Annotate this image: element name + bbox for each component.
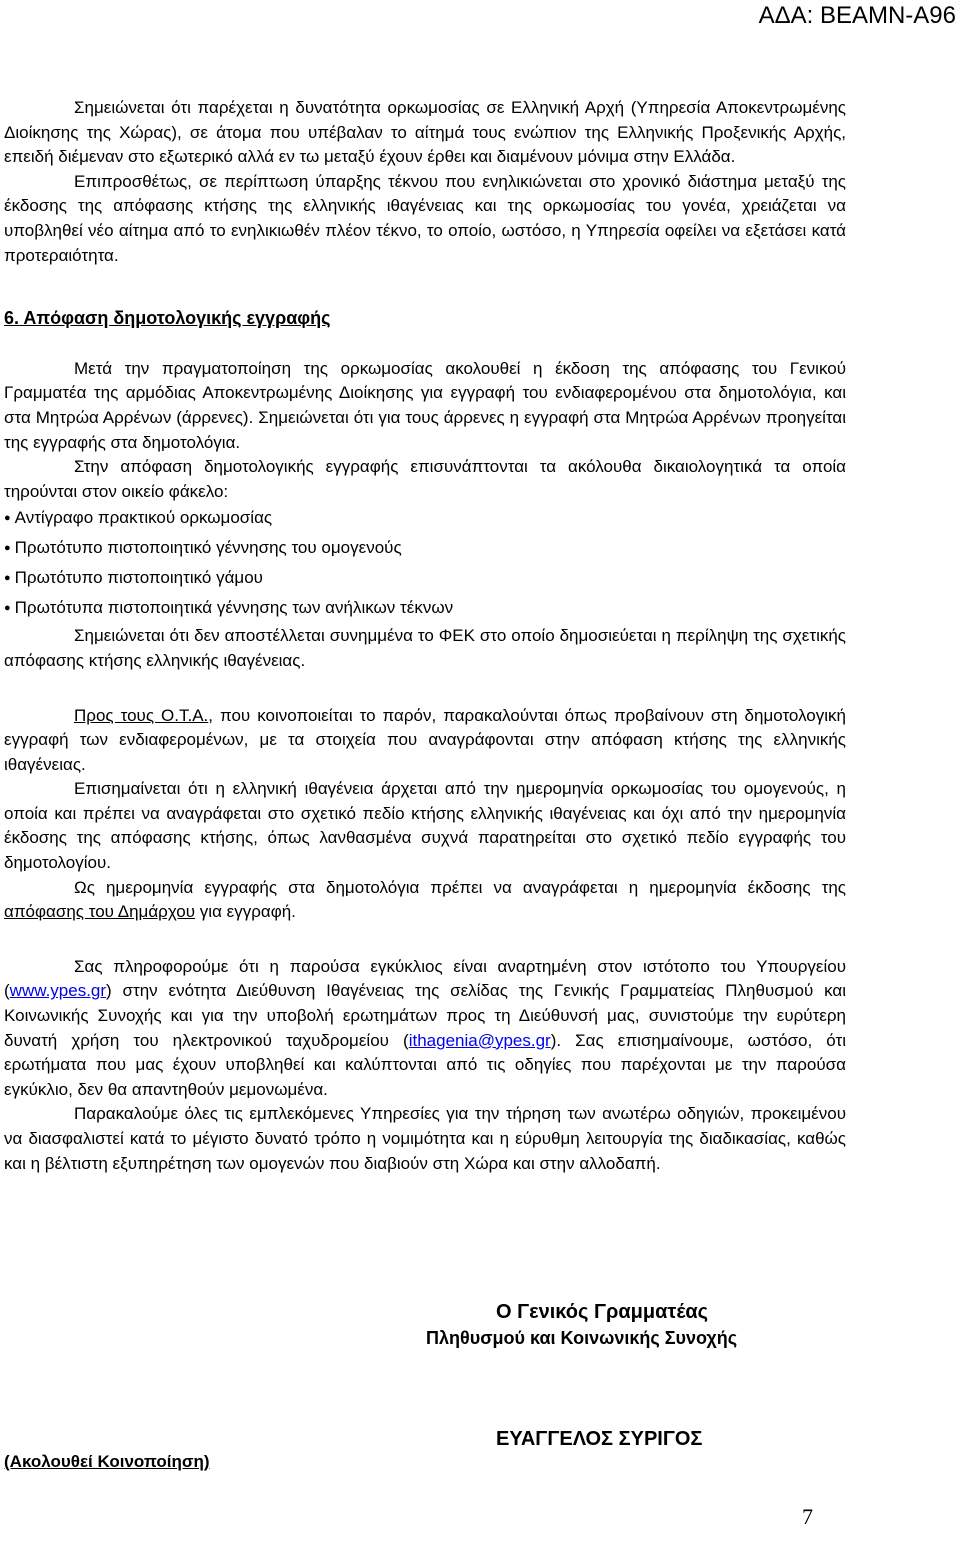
paragraph-registration-date: [4, 876, 846, 925]
list-item: ● Πρωτότυπα πιστοποιητικά γέννησης των ανήλικων τέκνων: [4, 594, 846, 624]
paragraph-adult-child: Επιπροσθέτως, σε περίπτωση ύπαρξης τέκνου που ενηλικιώνεται στο χρονικό διάστημα μεταξύ της έκδοσης της απόφασης κτήσης της ελληνικής ιθαγένειας και της ορκωμοσίας του γονέα, χρειάζεται να υποβληθεί νέο αίτημα από το ενηλικιωθέν πλέον τέκνο, το οποίο, ωστόσο, η Υπηρεσία οφείλει να εξετάσει κατά προτεραιότητα.: [4, 171, 846, 265]
paragraph-fek-note: Σημειώνεται ότι δεν αποστέλλεται συνημμένα το ΦΕΚ στο οποίο δημοσιεύεται η περίληψη της σχετικής απόφασης κτήσης ελληνικής ιθαγένειας.: [4, 626, 846, 670]
registration-date-end: για εγγραφή.: [195, 902, 296, 922]
paragraph-closing: Παρακαλούμε όλες τις εμπλεκόμενες Υπηρεσίες για την τήρηση των ανωτέρω οδηγιών, προκειμένου να διασφαλιστεί κατά το μέγιστο δυνατό τρόπο η νομιμότητα και η εύρυθμη λειτουργία της διαδικασίας, καθώς και η βέλτιστη εξυπηρέτηση των ομογενών που διαβιούν στη Χώρα και στην αλλοδαπή.: [4, 1104, 846, 1173]
ypes-website-link[interactable]: www.ypes.gr: [9, 981, 107, 1001]
registration-date-text: Ως ημερομηνία εγγραφής στα δημοτολόγια πρέπει να αναγράφεται η ημερομηνία έκδοσης της: [74, 877, 846, 897]
list-item: ● Πρωτότυπο πιστοποιητικό γάμου: [4, 564, 846, 594]
paragraph-website-info: [4, 955, 846, 1103]
document-body: [4, 96, 846, 1176]
signatory-name: ΕΥΑΓΓΕΛΟΣ ΣΥΡΙΓΟΣ: [496, 1428, 703, 1450]
signatory-title: Ο Γενικός Γραμματέας: [496, 1301, 709, 1323]
paragraph-oath-abroad: Σημειώνεται ότι παρέχεται η δυνατότητα ορκωμοσίας σε Ελληνική Αρχή (Υπηρεσία Αποκεντρωμένης Διοίκησης της Χώρας), σε άτομα που υπέβαλαν το αίτημά τους ενώπιον της Ελληνικής Προξενικής Αρχής, επειδή διέμεναν στο εξωτερικό αλλά εν τω μεταξύ έχουν έρθει και διαμένουν μόνιμα στην Ελλάδα.: [4, 98, 846, 167]
followup-note: (Ακολουθεί Κοινοποίηση): [4, 1452, 210, 1471]
paragraph-oath-date: Επισημαίνεται ότι η ελληνική ιθαγένεια άρχεται από την ημερομηνία ορκωμοσίας του ομογενούς, η οποία και πρέπει να αναγράφεται στο σχετικό πεδίο κτήσης ελληνικής ιθαγένειας και όχι από την ημερομηνία έκδοσης της απόφασης κτήσης, όπως λανθασμένα συχνά παρατηρείται στο σχετικό πεδίο εγγραφής του δημοτολογίου.: [4, 779, 846, 873]
list-item: ● Αντίγραφο πρακτικού ορκωμοσίας: [4, 504, 846, 534]
email-link[interactable]: ithagenia@ypes.gr: [408, 1030, 551, 1050]
list-item: ● Πρωτότυπο πιστοποιητικό γέννησης του ομογενούς: [4, 534, 846, 564]
ota-text: , που κοινοποιείται το παρόν, παρακαλούνται όπως προβαίνουν στη δημοτολογική εγγραφή των ενδιαφερομένων, με τα στοιχεία που αναγράφονται στην απόφαση κτήσης της ελληνικής ιθαγένειας.: [4, 705, 846, 774]
ota-label: Προς τους Ο.Τ.Α.: [74, 705, 209, 725]
website-text-c: ). Σας επισημαίνουμε, ωστόσο, ότι ερωτήματα που μας έχουν υποβληθεί και καλύπτονται από τις οδηγίες που παρέχονται με την παρούσα εγκύκλιο, δεν θα απαντηθούν μεμονωμένα.: [4, 1030, 846, 1099]
paragraph-registration-decision: Μετά την πραγματοποίηση της ορκωμοσίας ακολουθεί η έκδοση της απόφασης του Γενικού Γραμματέα της αρμόδιας Αποκεντρωμένης Διοίκησης για εγγραφή του ενδιαφερομένου στα δημοτολόγια, και στα Μητρώα Αρρένων (άρρενες). Σημειώνεται ότι για τους άρρενες η εγγραφή στα Μητρώα Αρρένων προηγείται της εγγραφής στα δημοτολόγια.: [4, 358, 846, 452]
ada-code: ΑΔΑ: ΒΕΑΜΝ-Α96: [758, 2, 956, 29]
paragraph-ota: [4, 704, 846, 778]
website-text-a: Σας πληροφορούμε ότι η παρούσα εγκύκλιος είναι αναρτημένη στον ιστότοπο του Υπουργείου (: [4, 956, 846, 1001]
paragraph-attachments-intro: Στην απόφαση δημοτολογικής εγγραφής επισυνάπτονται τα ακόλουθα δικαιολογητικά τα οποία τηρούνται στον οικείο φάκελο:: [4, 457, 846, 501]
mayor-decision-link: απόφασης του Δημάρχου: [4, 902, 196, 922]
signatory-office: Πληθυσμού και Κοινωνικής Συνοχής: [426, 1328, 738, 1348]
website-text-b: ) στην ενότητα Διεύθυνση Ιθαγένειας της σελίδας της Γενικής Γραμματείας Πληθυσμού και Κοινωνικής Συνοχής και για την υποβολή ερωτημάτων προς τη Διεύθυνσή μας, συνιστούμε την ευρύτερη δυνατή χρήση του ηλεκτρονικού ταχυδρομείου (: [4, 981, 846, 1050]
section-heading: 6. Απόφαση δημοτολογικής εγγραφής: [4, 308, 331, 329]
page-number: 7: [802, 1504, 813, 1529]
